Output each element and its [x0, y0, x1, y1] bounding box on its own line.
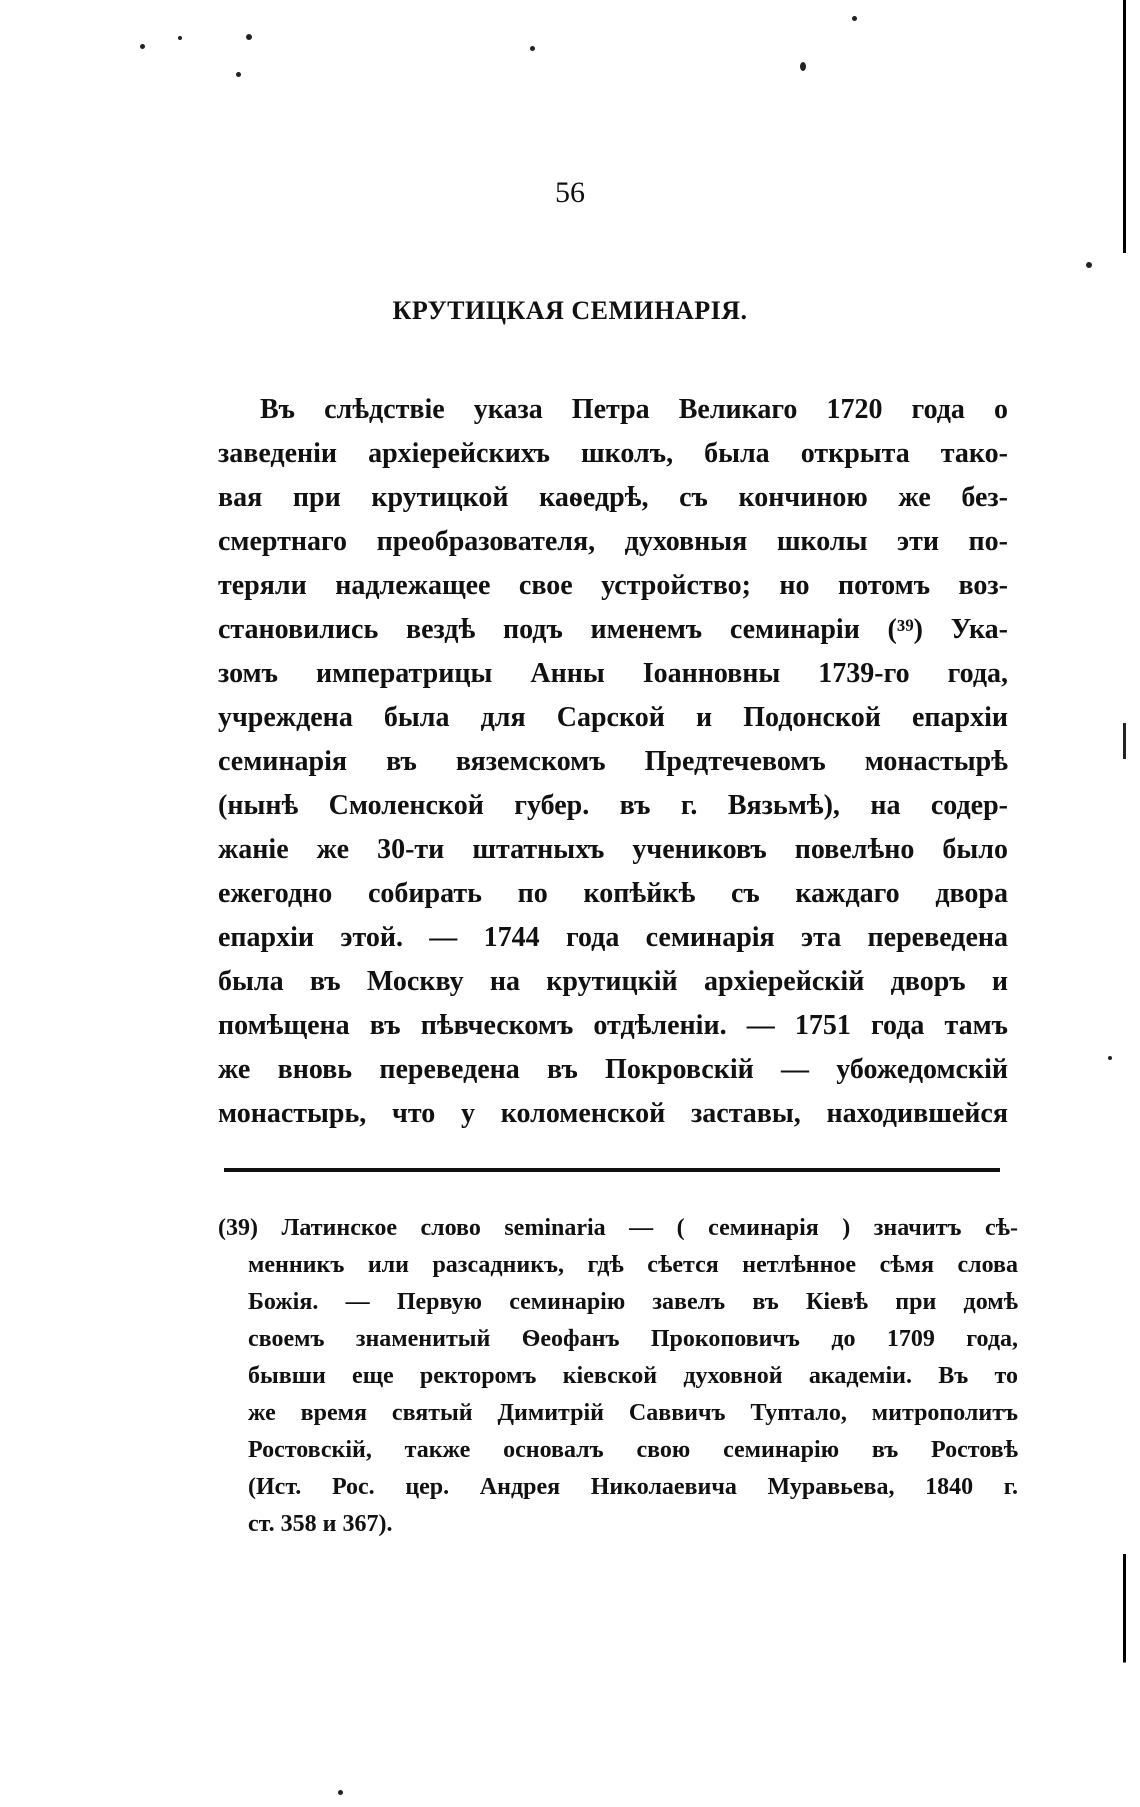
body-line: Въ слѣдствіе указа Петра Великаго 1720 года о: [260, 394, 1008, 425]
scan-speck: [178, 36, 182, 40]
scan-speck: [800, 62, 806, 71]
footnote: [218, 1210, 1018, 1543]
body-line: зомъ императрицы Анны Іоанновны 1739-го года,: [218, 658, 1008, 689]
page-number: 56: [555, 176, 585, 209]
footnote-line: же время святый Димитрій Саввичъ Туптало, митрополитъ: [248, 1400, 1018, 1426]
body-line: ежегодно собирать по копѣйкѣ съ каждаго двора: [218, 878, 1008, 909]
body-line: (нынѣ Смоленской губер. въ г. Вязьмѣ), на содер-: [218, 790, 1008, 821]
body-paragraph: [218, 388, 1008, 1136]
page-edge-shadow: [1123, 0, 1126, 1807]
footnote-line: ст. 358 и 367).: [248, 1511, 393, 1537]
body-line: вая при крутицкой каѳедрѣ, съ кончиною же без-: [218, 482, 1008, 513]
body-line: монастырь, что у коломенской заставы, находившейся: [218, 1098, 1008, 1129]
footnote-line: бывши еще ректоромъ кіевской духовной академіи. Въ то: [248, 1363, 1018, 1389]
footnote-line: Ростовскій, также основалъ свою семинарію въ Ростовѣ: [248, 1437, 1018, 1463]
footnote-line: менникъ или разсадникъ, гдѣ сѣется нетлѣнное сѣмя слова: [248, 1252, 1018, 1278]
body-line: помѣщена въ пѣвческомъ отдѣленіи. — 1751 года тамъ: [218, 1010, 1008, 1041]
body-line: была въ Москву на крутицкій архіерейскій дворъ и: [218, 966, 1008, 997]
scan-speck: [236, 72, 241, 77]
body-line: становились вездѣ подъ именемъ семинаріи (³⁹) Ука-: [218, 614, 1008, 645]
footnote-divider: [224, 1168, 1000, 1172]
scan-speck: [1108, 1056, 1112, 1060]
body-line: же вновь переведена въ Покровскій — убожедомскій: [218, 1054, 1008, 1085]
body-line: жаніе же 30-ти штатныхъ учениковъ повелѣно было: [218, 834, 1008, 865]
body-line: заведеніи архіерейскихъ школъ, была открыта тако-: [218, 438, 1008, 469]
scan-speck: [852, 16, 857, 21]
body-line: епархіи этой. — 1744 года семинарія эта переведена: [218, 922, 1008, 953]
body-line: семинарія въ вяземскомъ Предтечевомъ монастырѣ: [218, 746, 1008, 777]
scan-speck: [1086, 262, 1092, 268]
page-title: КРУТИЦКАЯ СЕМИНАРІЯ.: [392, 296, 748, 325]
scan-speck: [530, 46, 535, 51]
scan-speck: [338, 1790, 343, 1795]
footnote-line: Божія. — Первую семинарію завелъ въ Кіевѣ при домѣ: [248, 1289, 1018, 1315]
body-line: учреждена была для Сарской и Подонской епархіи: [218, 702, 1008, 733]
body-line: теряли надлежащее свое устройство; но потомъ воз-: [218, 570, 1008, 601]
footnote-line: (Ист. Рос. цер. Андрея Николаевича Муравьева, 1840 г.: [248, 1474, 1018, 1500]
body-line: смертнаго преобразователя, духовныя школы эти по-: [218, 526, 1008, 557]
scan-speck: [246, 34, 252, 40]
footnote-line: (39) Латинское слово seminaria — ( семинарія ) значитъ сѣ-: [218, 1215, 1018, 1241]
footnote-line: своемъ знаменитый Ѳеофанъ Прокоповичъ до 1709 года,: [248, 1326, 1018, 1352]
scan-speck: [140, 44, 145, 49]
